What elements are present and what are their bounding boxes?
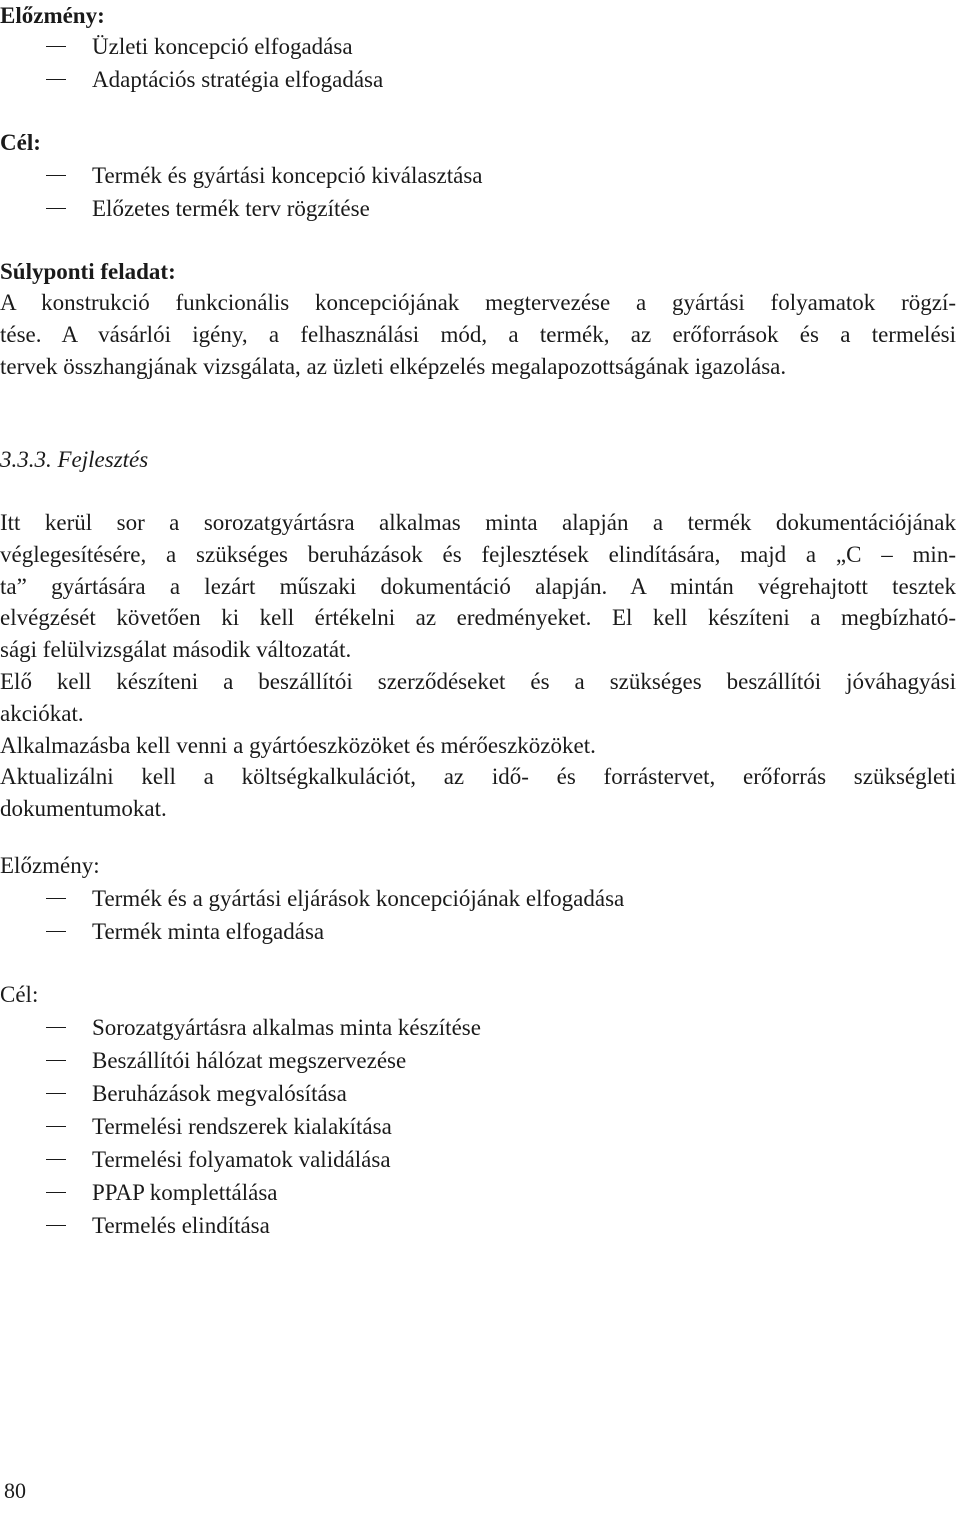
prerequisite-list-1 (0, 30, 960, 96)
dash-icon (46, 1159, 66, 1160)
paragraph-line: tése. A vásárlói igény, a felhasználási mód, a termék, az erőforrások és a termelési (0, 321, 956, 347)
prerequisite-list-2 (0, 882, 960, 948)
paragraph-line: ta” gyártására a lezárt műszaki dokumentáció alapján. A mintán végrehajtott tesztek (0, 573, 956, 599)
dash-icon (46, 931, 66, 932)
heading-focus-task: Súlyponti feladat: (0, 259, 176, 284)
paragraph-line: dokumentumokat. (0, 796, 167, 822)
goal-list-2 (0, 1011, 960, 1242)
dash-icon (46, 208, 66, 209)
list-item: Termék minta elfogadása (0, 915, 960, 948)
focus-paragraph (0, 287, 956, 382)
list-item: Adaptációs stratégia elfogadása (0, 63, 960, 96)
paragraph-line: Elő kell készíteni a beszállítói szerződéseket és a szükséges beszállítói jóváhagyási (0, 668, 956, 694)
page-number: 80 (4, 1478, 26, 1503)
list-item: Termelési folyamatok validálása (0, 1143, 960, 1176)
dash-icon (46, 1027, 66, 1028)
list-item: Üzleti koncepció elfogadása (0, 30, 960, 63)
paragraph-line: tervek összhangjának vizsgálata, az üzleti elképzelés megalapozottságának igazolása. (0, 353, 787, 379)
dash-icon (46, 175, 66, 176)
list-item: Beszállítói hálózat megszervezése (0, 1044, 960, 1077)
paragraph-line: akciókat. (0, 700, 84, 726)
dash-icon (46, 1060, 66, 1061)
heading-goal-2: Cél: (0, 982, 39, 1007)
heading-goal-1: Cél: (0, 130, 41, 155)
paragraph-line: Aktualizálni kell a költségkalkulációt, az idő- és forrástervet, erőforrás szükségleti (0, 764, 956, 790)
dash-icon (46, 79, 66, 80)
list-item: Termelési rendszerek kialakítása (0, 1110, 960, 1143)
list-item: Termék és a gyártási eljárások koncepciójának elfogadása (0, 882, 960, 915)
list-item: Termék és gyártási koncepció kiválasztása (0, 159, 960, 192)
list-item: PPAP komplettálása (0, 1176, 960, 1209)
list-item: Sorozatgyártásra alkalmas minta készítése (0, 1011, 960, 1044)
section-title: 3.3.3. Fejlesztés (0, 447, 149, 472)
list-item: Termelés elindítása (0, 1209, 960, 1242)
paragraph-line: elvégzését követően ki kell értékelni az eredményeket. El kell készíteni a megbízható- (0, 605, 956, 631)
paragraph-line: véglegesítésére, a szükséges beruházások és fejlesztések elindítására, majd a „C – min- (0, 541, 956, 567)
list-item: Előzetes termék terv rögzítése (0, 192, 960, 225)
paragraph-line: Itt kerül sor a sorozatgyártásra alkalmas minta alapján a termék dokumentációjának (0, 510, 956, 535)
dash-icon (46, 46, 66, 47)
heading-prerequisite-2: Előzmény: (0, 853, 100, 878)
dash-icon (46, 1093, 66, 1094)
paragraph-line: sági felülvizsgálat második változatát. (0, 637, 352, 663)
dash-icon (46, 1192, 66, 1193)
heading-prerequisite-1: Előzmény: (0, 3, 105, 28)
dash-icon (46, 898, 66, 899)
paragraph-line: A konstrukció funkcionális koncepciójának megtervezése a gyártási folyamatok rögzí- (0, 290, 956, 315)
paragraph-line: Alkalmazásba kell venni a gyártóeszközöket és mérőeszközöket. (0, 732, 596, 758)
body-paragraph (0, 507, 956, 825)
list-item: Beruházások megvalósítása (0, 1077, 960, 1110)
goal-list-1 (0, 159, 960, 225)
dash-icon (46, 1225, 66, 1226)
dash-icon (46, 1126, 66, 1127)
